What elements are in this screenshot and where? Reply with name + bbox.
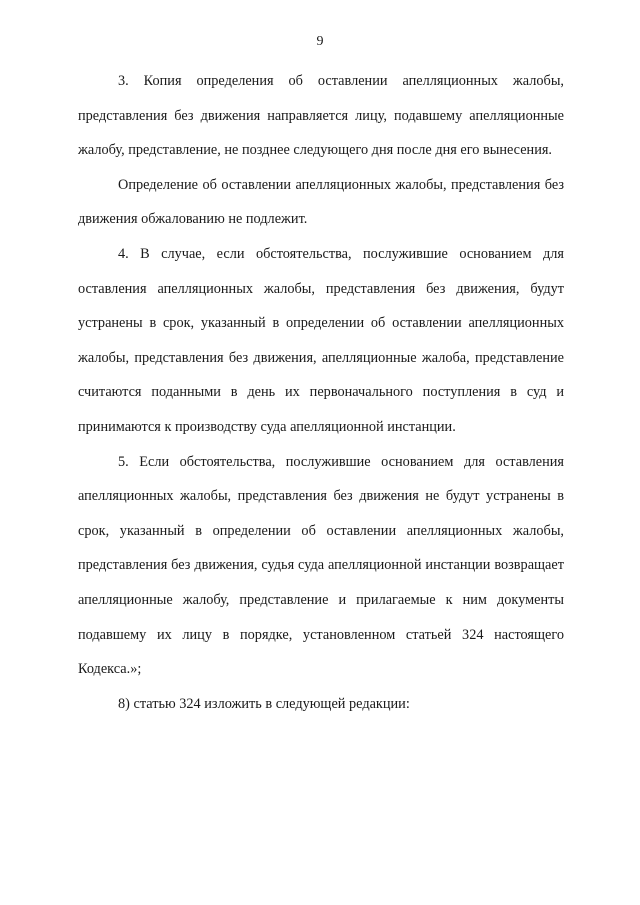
paragraph-item-8: 8) статью 324 изложить в следующей редакции: [118, 695, 410, 712]
paragraph-clause-5: 5. Если обстоятельства, послужившие основанием для оставления апелляционных жалобы, представления без движения не будут устранены в срок, указанный в определении об оставлении апелляционных жалобы, представления без движения, судья суда апелляционной инстанции возвращает апелляционные жалобу, представление и прилагаемые к ним документы подавшему их лицу в порядке, установленном статьей 324 настоящего Кодекса.»; [78, 453, 564, 678]
paragraph-clause-3: 3. Копия определения об оставлении апелляционных жалобы, представления без движения направляется лицу, подавшему апелляционные жалобу, представление, не позднее следующего дня после дня его вынесения. [78, 73, 564, 159]
page-number: 9 [316, 34, 324, 49]
paragraph-appeal-not-allowed: Определение об оставлении апелляционных жалобы, представления без движения обжалованию не подлежит. [78, 176, 564, 228]
document-body [78, 64, 564, 721]
paragraph-clause-4: 4. В случае, если обстоятельства, послужившие основанием для оставления апелляционных жалобы, представления без движения, будут устранены в срок, указанный в определении об оставлении апелляционных жалобы, представления без движения, апелляционные жалоба, представление считаются поданными в день их первоначального поступления в суд и принимаются к производству суда апелляционной инстанции. [78, 245, 564, 435]
